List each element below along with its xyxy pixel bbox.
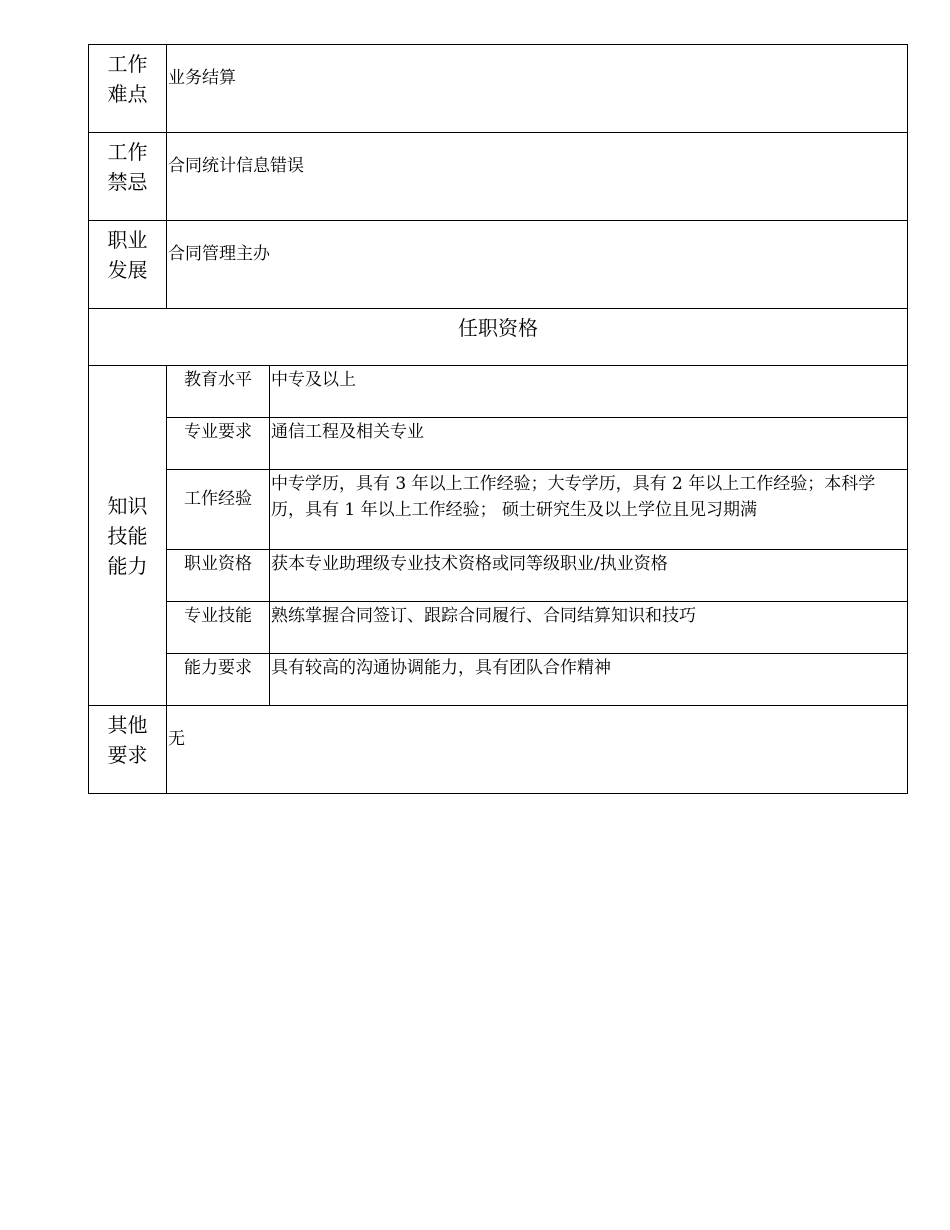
row-education [89,366,908,418]
label-professional-skills: 专业技能 [167,602,270,654]
label-ability: 能力要求 [167,654,270,706]
value-major: 通信工程及相关专业 [270,418,908,470]
value-career-development: 合同管理主办 [167,221,908,309]
label-experience: 工作经验 [167,470,270,550]
row-career-development [89,221,908,309]
label-certification: 职业资格 [167,550,270,602]
section-title-qualifications: 任职资格 [89,309,908,366]
row-qualifications-title [89,309,908,366]
value-work-difficulty: 业务结算 [167,45,908,133]
job-description-table [88,44,908,794]
label-major: 专业要求 [167,418,270,470]
row-other-requirements [89,706,908,794]
label-work-taboo: 工作 禁忌 [89,133,167,221]
label-education: 教育水平 [167,366,270,418]
row-professional-skills [89,602,908,654]
row-work-taboo [89,133,908,221]
row-experience [89,470,908,550]
value-certification: 获本专业助理级专业技术资格或同等级职业/执业资格 [270,550,908,602]
label-knowledge-skills-ability: 知识 技能 能力 [89,366,167,706]
value-ability: 具有较高的沟通协调能力，具有团队合作精神 [270,654,908,706]
row-major [89,418,908,470]
row-certification [89,550,908,602]
label-work-difficulty: 工作 难点 [89,45,167,133]
row-ability [89,654,908,706]
label-other-requirements: 其他 要求 [89,706,167,794]
value-education: 中专及以上 [270,366,908,418]
row-work-difficulty [89,45,908,133]
value-other-requirements: 无 [167,706,908,794]
value-experience: 中专学历，具有 3 年以上工作经验；大专学历，具有 2 年以上工作经验；本科学历，具有 1 年以上工作经验； 硕士研究生及以上学位且见习期满 [270,470,908,550]
label-career-development: 职业 发展 [89,221,167,309]
value-professional-skills: 熟练掌握合同签订、跟踪合同履行、合同结算知识和技巧 [270,602,908,654]
value-work-taboo: 合同统计信息错误 [167,133,908,221]
